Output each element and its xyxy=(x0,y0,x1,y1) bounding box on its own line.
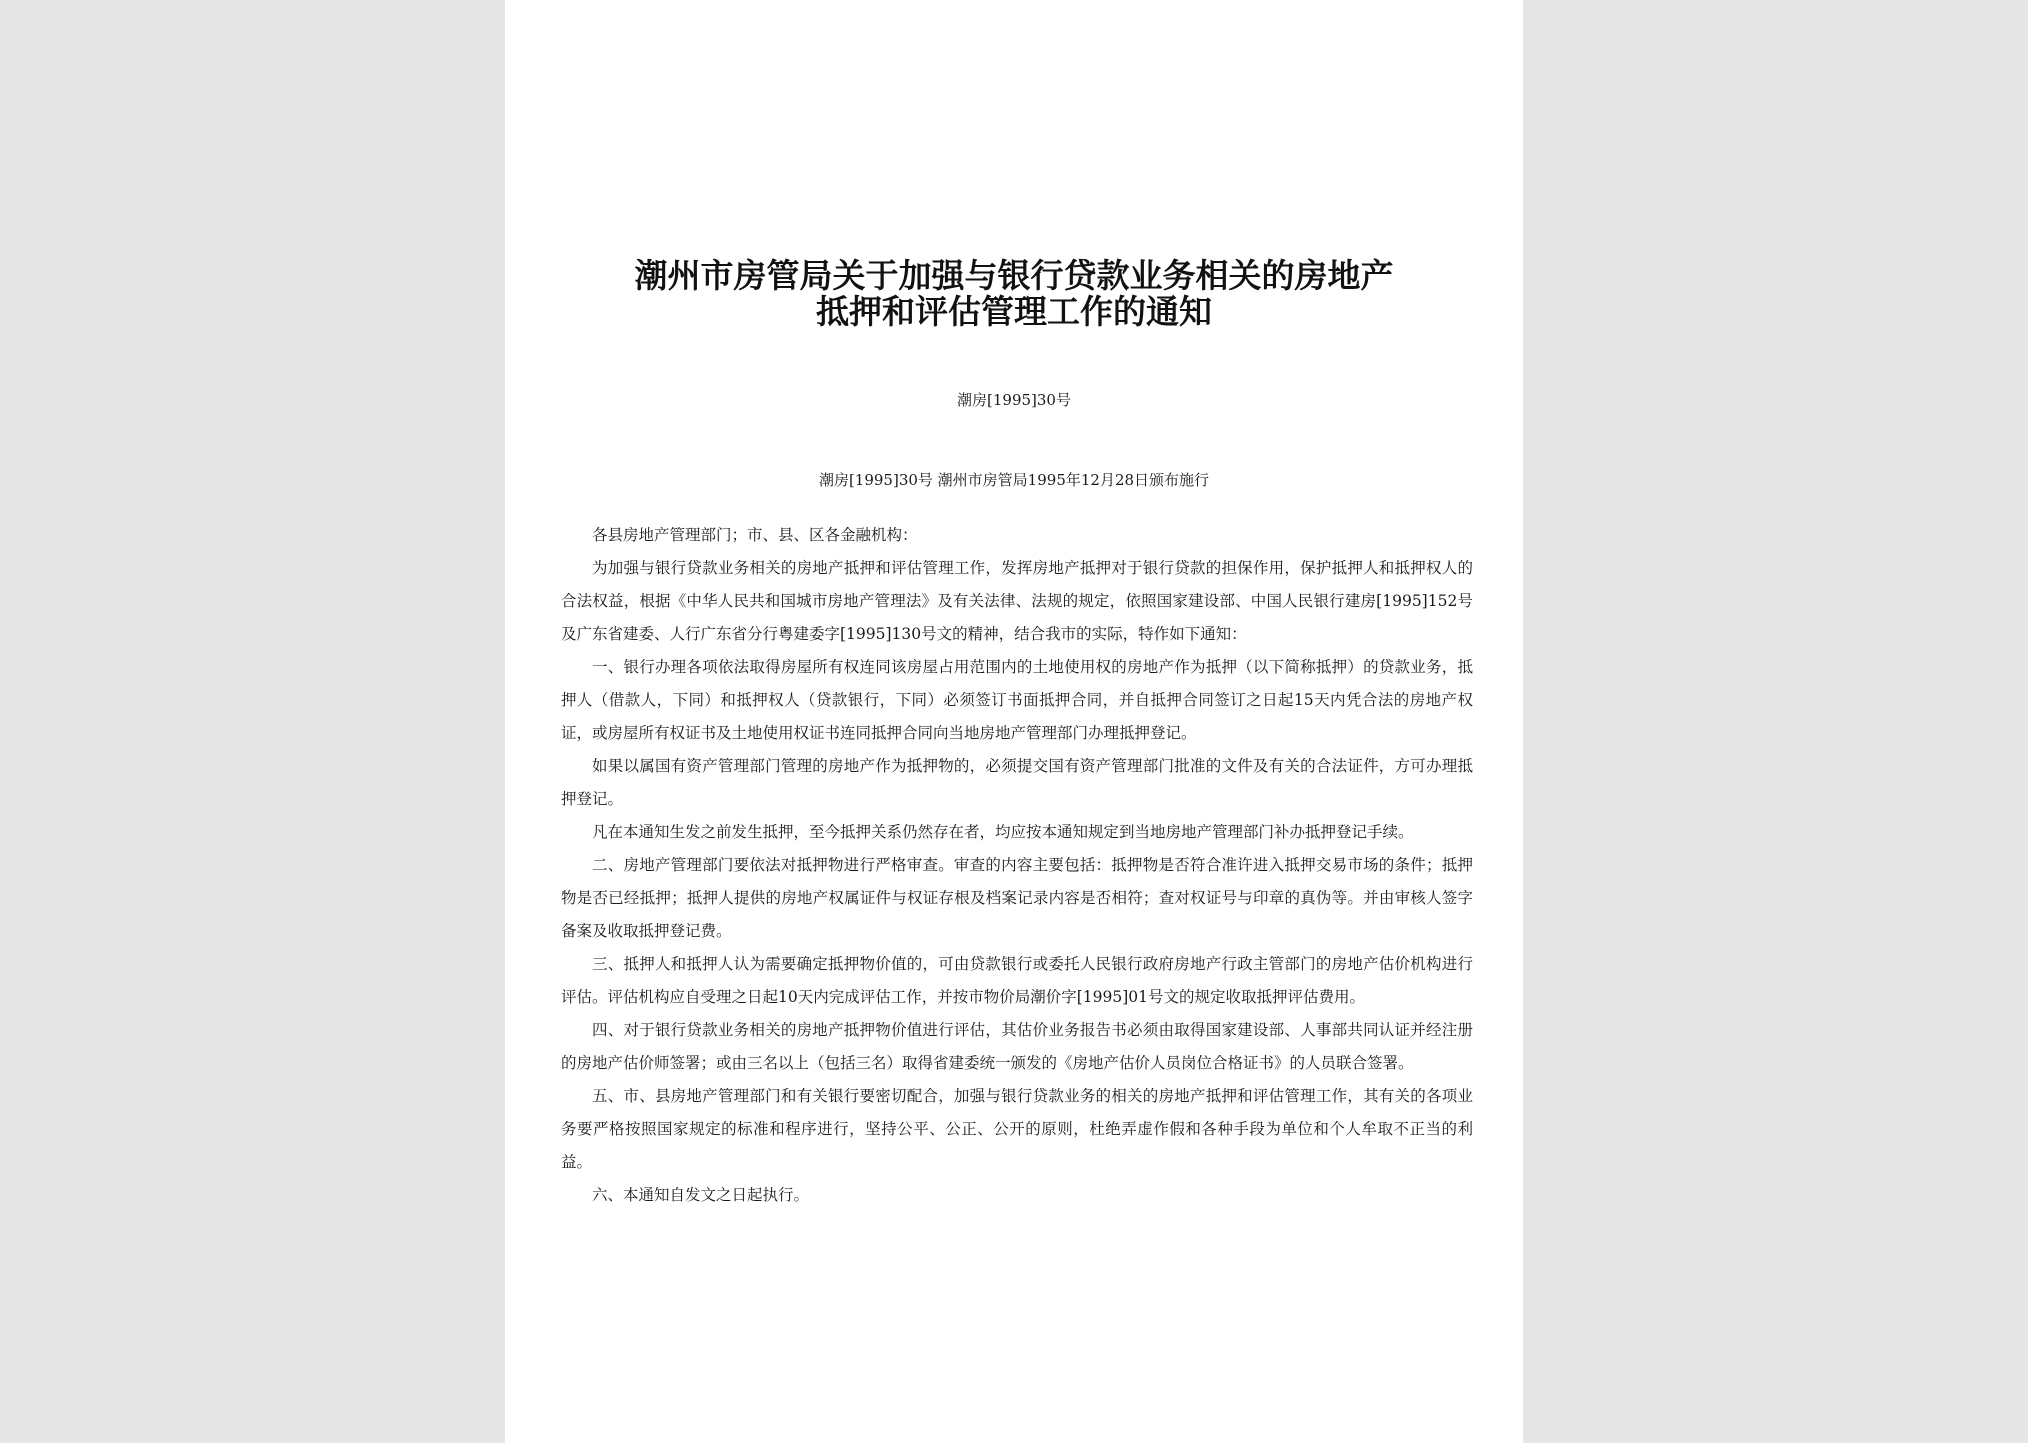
document-body xyxy=(561,519,1473,1212)
paragraph-7: 四、对于银行贷款业务相关的房地产抵押物价值进行评估，其估价业务报告书必须由取得国家建设部、人事部共同认证并经注册的房地产估价师签署；或由三名以上（包括三名）取得省建委统一颁发的《房地产估价人员岗位合格证书》的人员联合签署。 xyxy=(561,1021,1473,1072)
title-line-1: 潮州市房管局关于加强与银行贷款业务相关的房地产 xyxy=(634,256,1394,295)
paragraph-9: 六、本通知自发文之日起执行。 xyxy=(592,1186,810,1204)
publish-info: 潮房[1995]30号 潮州市房管局1995年12月28日颁布施行 xyxy=(818,471,1210,489)
paragraph-1: 为加强与银行贷款业务相关的房地产抵押和评估管理工作，发挥房地产抵押对于银行贷款的担保作用，保护抵押人和抵押权人的合法权益，根据《中华人民共和国城市房地产管理法》及有关法律、法规的规定，依照国家建设部、中国人民银行建房[1995]152号及广东省建委、人行广东省分行粤建委字[1995]130号文的精神，结合我市的实际，特作如下通知： xyxy=(561,559,1473,643)
title-line-2: 抵押和评估管理工作的通知 xyxy=(816,292,1212,331)
paragraph-4: 凡在本通知生发之前发生抵押，至今抵押关系仍然存在者，均应按本通知规定到当地房地产管理部门补办抵押登记手续。 xyxy=(592,823,1414,841)
paragraph-8: 五、市、县房地产管理部门和有关银行要密切配合，加强与银行贷款业务的相关的房地产抵押和评估管理工作，其有关的各项业务要严格按照国家规定的标准和程序进行，坚持公平、公正、公开的原则，杜绝弄虚作假和各种手段为单位和个人牟取不正当的利益。 xyxy=(561,1087,1473,1171)
salutation: 各县房地产管理部门；市、县、区各金融机构： xyxy=(592,526,918,544)
paragraph-3: 如果以属国有资产管理部门管理的房地产作为抵押物的，必须提交国有资产管理部门批准的文件及有关的合法证件，方可办理抵押登记。 xyxy=(561,757,1473,808)
paragraph-5: 二、房地产管理部门要依法对抵押物进行严格审查。审查的内容主要包括：抵押物是否符合准许进入抵押交易市场的条件；抵押物是否已经抵押；抵押人提供的房地产权属证件与权证存根及档案记录内容是否相符；查对权证号与印章的真伪等。并由审核人签字备案及收取抵押登记费。 xyxy=(561,856,1473,940)
document-page xyxy=(505,0,1523,1443)
document-number: 潮房[1995]30号 xyxy=(957,391,1071,409)
paragraph-6: 三、抵押人和抵押人认为需要确定抵押物价值的，可由贷款银行或委托人民银行政府房地产行政主管部门的房地产估价机构进行评估。评估机构应自受理之日起10天内完成评估工作，并按市物价局潮价字[1995]01号文的规定收取抵押评估费用。 xyxy=(561,955,1473,1006)
paragraph-2: 一、银行办理各项依法取得房屋所有权连同该房屋占用范围内的土地使用权的房地产作为抵押（以下简称抵押）的贷款业务，抵押人（借款人，下同）和抵押权人（贷款银行，下同）必须签订书面抵押合同，并自抵押合同签订之日起15天内凭合法的房地产权证，或房屋所有权证书及土地使用权证书连同抵押合同向当地房地产管理部门办理抵押登记。 xyxy=(561,658,1473,742)
document-title xyxy=(505,258,1523,330)
